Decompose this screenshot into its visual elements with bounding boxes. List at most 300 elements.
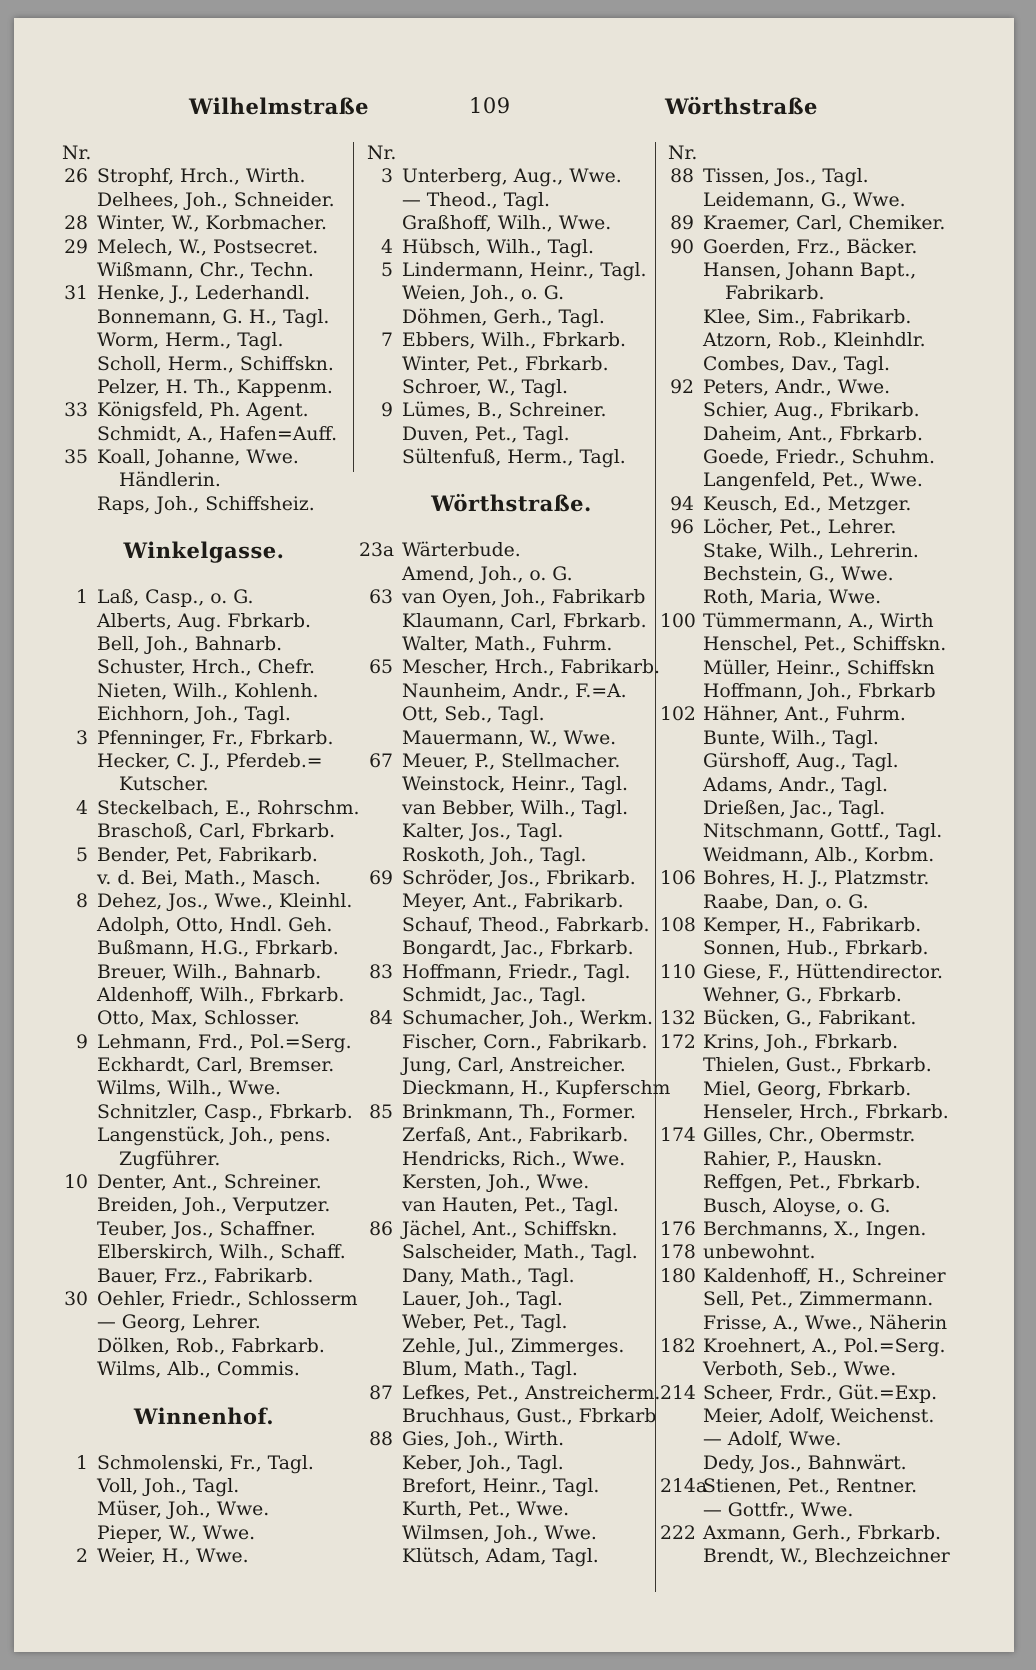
house-number <box>660 984 703 1007</box>
resident-entry <box>660 1101 960 1124</box>
resident-text: Brinkmann, Th., Former. <box>402 1101 637 1123</box>
house-number <box>359 376 402 399</box>
resident-entry <box>660 1031 960 1054</box>
resident-entry <box>54 236 354 259</box>
resident-entry <box>660 750 960 773</box>
house-number: 94 <box>670 493 694 515</box>
resident-entry <box>359 563 664 586</box>
resident-entry <box>359 1335 664 1358</box>
house-number: 31 <box>64 283 88 305</box>
resident-text: Breuer, Wilh., Bahnarb. <box>97 961 322 983</box>
house-number <box>660 399 703 422</box>
resident-entry <box>660 493 960 516</box>
house-number <box>660 1195 703 1218</box>
resident-entry <box>660 1171 960 1194</box>
resident-text: Peters, Andr., Wwe. <box>703 376 891 398</box>
resident-text: Salscheider, Math., Tagl. <box>402 1242 638 1264</box>
house-number <box>660 820 703 843</box>
house-number: 9 <box>381 400 393 422</box>
resident-text: Pieper, W., Wwe. <box>97 1522 256 1544</box>
house-number <box>359 563 402 586</box>
house-number <box>54 1358 97 1381</box>
house-number <box>54 610 97 633</box>
resident-entry <box>660 236 960 259</box>
house-number: 69 <box>369 867 393 889</box>
resident-text: Mauermann, W., Wwe. <box>402 727 617 749</box>
resident-entry <box>660 1148 960 1171</box>
resident-entry <box>359 914 664 937</box>
house-number: 87 <box>369 1382 393 1404</box>
house-number <box>54 306 97 329</box>
resident-text: Denter, Ant., Schreiner. <box>97 1172 322 1194</box>
house-number <box>54 1311 97 1334</box>
house-number <box>359 844 402 867</box>
resident-text: Scheer, Frdr., Güt.=Exp. <box>703 1382 938 1404</box>
house-number <box>359 1288 402 1311</box>
resident-entry <box>54 493 354 516</box>
house-number <box>54 329 97 352</box>
resident-entry <box>660 680 960 703</box>
resident-entry <box>660 1545 960 1568</box>
house-number <box>359 1498 402 1521</box>
resident-text: Kurth, Pet., Wwe. <box>402 1499 570 1521</box>
house-number: 178 <box>660 1242 696 1264</box>
house-number: 7 <box>381 330 393 352</box>
resident-entry <box>359 353 664 376</box>
resident-entry <box>660 1265 960 1288</box>
street-section-heading: Winkelgasse. <box>123 538 285 564</box>
resident-entry <box>54 1007 354 1030</box>
house-number: 5 <box>76 844 88 866</box>
resident-text: Müser, Joh., Wwe. <box>97 1499 270 1521</box>
house-number <box>660 1358 703 1381</box>
house-number <box>660 540 703 563</box>
resident-entry <box>54 984 354 1007</box>
resident-entry <box>660 1335 960 1358</box>
resident-text: Weinstock, Heinr., Tagl. <box>402 774 629 796</box>
house-number <box>660 353 703 376</box>
resident-entry <box>359 844 664 867</box>
house-number <box>359 1194 402 1217</box>
resident-entry <box>359 820 664 843</box>
house-number <box>54 937 97 960</box>
house-number <box>359 1124 402 1147</box>
resident-text: Strophf, Hrch., Wirth. <box>97 166 306 188</box>
resident-entry <box>660 1428 960 1451</box>
resident-text: Zehle, Jul., Zimmerges. <box>402 1335 625 1357</box>
resident-entry <box>54 1265 354 1288</box>
house-number <box>660 1148 703 1171</box>
resident-text: Ebbers, Wilh., Fbrkarb. <box>402 330 626 352</box>
resident-text: Eichhorn, Joh., Tagl. <box>97 704 291 726</box>
house-number: 2 <box>76 1546 88 1568</box>
resident-entry <box>660 1522 960 1545</box>
house-number <box>359 446 402 469</box>
house-number: 108 <box>660 914 696 936</box>
resident-entry <box>660 353 960 376</box>
resident-entry <box>359 656 664 679</box>
resident-text: Sell, Pet., Zimmermann. <box>703 1289 934 1311</box>
house-number <box>359 282 402 305</box>
resident-entry <box>359 1218 664 1241</box>
house-number: 182 <box>660 1335 696 1357</box>
resident-entry <box>54 656 354 679</box>
house-number <box>660 657 703 680</box>
resident-entry <box>54 1077 354 1100</box>
resident-text: Combes, Dav., Tagl. <box>703 353 891 375</box>
resident-entry <box>54 797 360 820</box>
resident-entry <box>54 1241 354 1264</box>
house-number <box>359 890 402 913</box>
house-number <box>660 586 703 609</box>
house-number <box>54 189 97 212</box>
resident-text: Reffgen, Pet., Fbrkarb. <box>703 1172 921 1194</box>
resident-text: Blum, Math., Tagl. <box>402 1359 578 1381</box>
resident-text: Henke, J., Lederhandl. <box>97 283 311 305</box>
resident-text: Zerfaß, Ant., Fabrikarb. <box>402 1125 629 1147</box>
number-column-heading: Nr. <box>668 143 698 164</box>
resident-text: Gies, Joh., Wirth. <box>402 1429 565 1451</box>
resident-text: Hübsch, Wilh., Tagl. <box>402 236 594 258</box>
resident-text: Nitschmann, Gottf., Tagl. <box>703 821 943 843</box>
resident-text: Goerden, Frz., Bäcker. <box>703 236 918 258</box>
resident-entry <box>54 212 354 235</box>
resident-text: Drießen, Jac., Tagl. <box>703 797 886 819</box>
resident-entry <box>359 610 664 633</box>
house-number <box>54 750 97 773</box>
house-number <box>660 306 703 329</box>
resident-text: Klütsch, Adam, Tagl. <box>402 1546 599 1568</box>
resident-entry <box>359 1148 664 1171</box>
resident-entry <box>660 329 960 352</box>
house-number <box>359 1475 402 1498</box>
house-number: 88 <box>670 166 694 188</box>
resident-entry <box>54 446 354 469</box>
house-number: 106 <box>660 868 696 890</box>
resident-entry <box>660 1124 960 1147</box>
resident-text: Walter, Math., Fuhrm. <box>402 634 613 656</box>
resident-entry <box>54 633 354 656</box>
resident-entry <box>660 306 960 329</box>
resident-entry <box>54 399 354 422</box>
resident-text: Thielen, Gust., Fbrkarb. <box>703 1055 932 1077</box>
house-number <box>359 680 402 703</box>
resident-entry <box>660 1078 960 1101</box>
resident-entry <box>54 1358 354 1381</box>
resident-entry <box>660 212 960 235</box>
resident-entry <box>54 1218 354 1241</box>
resident-text: Hecker, C. J., Pferdeb.= <box>97 750 323 772</box>
resident-entry <box>359 750 664 773</box>
resident-text: Hendricks, Rich., Wwe. <box>402 1148 626 1170</box>
house-number <box>660 1101 703 1124</box>
resident-text: Rahier, P., Hauskn. <box>703 1148 883 1170</box>
resident-text: Döhmen, Gerh., Tagl. <box>402 306 605 328</box>
resident-text: Brendt, W., Blechzeichner <box>703 1546 950 1568</box>
resident-entry <box>54 1101 354 1124</box>
resident-entry <box>359 1007 664 1030</box>
house-number: 110 <box>660 961 696 983</box>
resident-entry <box>54 703 354 726</box>
resident-entry <box>54 586 354 609</box>
resident-entry <box>54 259 354 282</box>
resident-entry <box>54 844 354 867</box>
resident-entry <box>359 539 664 562</box>
house-number: 90 <box>670 236 694 258</box>
resident-text: Jung, Carl, Anstreicher. <box>402 1055 626 1077</box>
street-section-heading: Wörthstraße. <box>431 491 592 517</box>
resident-text: Dölken, Rob., Fabrkarb. <box>97 1335 325 1357</box>
resident-entry <box>54 937 354 960</box>
resident-text: Goede, Friedr., Schuhm. <box>703 447 935 469</box>
resident-entry <box>660 797 960 820</box>
house-number: 1 <box>76 1452 88 1474</box>
resident-entry <box>359 212 664 235</box>
resident-text: van Hauten, Pet., Tagl. <box>402 1195 619 1217</box>
house-number <box>54 1007 97 1030</box>
house-number <box>359 773 402 796</box>
house-number <box>54 984 97 1007</box>
resident-entry <box>359 867 664 890</box>
resident-text: Schnitzler, Casp., Fbrkarb. <box>97 1101 353 1123</box>
resident-entry <box>359 1358 664 1381</box>
house-number <box>359 703 402 726</box>
resident-text: Raabe, Dan, o. G. <box>703 891 869 913</box>
house-number <box>359 189 402 212</box>
house-number: 63 <box>369 587 393 609</box>
resident-text: Weidmann, Alb., Korbm. <box>703 844 935 866</box>
house-number: 29 <box>64 236 88 258</box>
running-header-right: Wörthstraße <box>665 94 818 119</box>
house-number <box>54 469 97 492</box>
house-number: 8 <box>76 891 88 913</box>
resident-entry <box>359 236 664 259</box>
resident-text: Bohres, H. J., Platzmstr. <box>703 868 930 890</box>
resident-text: Bunte, Wilh., Tagl. <box>703 727 879 749</box>
resident-text: Giese, F., Hüttendirector. <box>703 961 943 983</box>
resident-entry <box>54 189 354 212</box>
resident-entry <box>54 914 354 937</box>
resident-text: Meyer, Ant., Fabrikarb. <box>402 891 624 913</box>
house-number <box>660 423 703 446</box>
house-number <box>54 867 97 890</box>
entry-continuation: Fabrikarb. <box>725 283 825 305</box>
resident-text: Keusch, Ed., Metzger. <box>703 493 912 515</box>
resident-text: Otto, Max, Schlosser. <box>97 1008 300 1030</box>
running-header-left: Wilhelmstraße <box>189 94 370 119</box>
resident-text: Langenfeld, Pet., Wwe. <box>703 470 923 492</box>
house-number <box>359 820 402 843</box>
house-number <box>54 1101 97 1124</box>
resident-text: Bücken, G., Fabrikant. <box>703 1008 917 1030</box>
house-number: 176 <box>660 1218 696 1240</box>
resident-text: Oehler, Friedr., Schlosserm <box>97 1288 358 1310</box>
house-number: 9 <box>76 1031 88 1053</box>
resident-text: Frisse, A., Wwe., Näherin <box>703 1312 948 1334</box>
resident-entry <box>660 610 960 633</box>
resident-text: Raps, Joh., Schiffsheiz. <box>97 493 315 515</box>
resident-entry <box>660 446 960 469</box>
resident-text: Dehez, Jos., Wwe., Kleinhl. <box>97 891 353 913</box>
resident-text: Müller, Heinr., Schiffskn <box>703 657 935 679</box>
resident-text: Miel, Georg, Fbrkarb. <box>703 1078 912 1100</box>
resident-entry <box>660 984 960 1007</box>
resident-text: Schröder, Jos., Fbrikarb. <box>402 867 636 889</box>
resident-text: Weber, Pet., Tagl. <box>402 1312 568 1334</box>
resident-entry <box>359 1288 664 1311</box>
house-number <box>660 1054 703 1077</box>
resident-entry <box>54 1171 354 1194</box>
resident-entry <box>359 1171 664 1194</box>
resident-entry <box>660 937 960 960</box>
resident-text: van Oyen, Joh., Fabrikarb <box>402 587 646 609</box>
resident-text: Axmann, Gerh., Fbrkarb. <box>703 1523 941 1545</box>
resident-text: Bender, Pet, Fabrikarb. <box>97 844 318 866</box>
resident-entry <box>359 423 664 446</box>
house-number: 5 <box>381 259 393 281</box>
house-number <box>359 1265 402 1288</box>
resident-text: Graßhoff, Wilh., Wwe. <box>402 213 612 235</box>
resident-text: — Georg, Lehrer. <box>97 1312 261 1334</box>
resident-text: Unterberg, Aug., Wwe. <box>402 166 622 188</box>
house-number <box>660 1499 703 1522</box>
house-number: 3 <box>76 727 88 749</box>
resident-text: Henschel, Pet., Schiffskn. <box>703 634 947 656</box>
resident-text: Breiden, Joh., Verputzer. <box>97 1195 331 1217</box>
house-number <box>359 984 402 1007</box>
resident-text: Bongardt, Jac., Fbrkarb. <box>402 938 634 960</box>
house-number <box>54 1194 97 1217</box>
entry-continuation: Händlerin. <box>119 470 221 492</box>
resident-text: Tissen, Jos., Tagl. <box>703 166 869 188</box>
resident-text: Bruchhaus, Gust., Fbrkarb <box>402 1405 657 1427</box>
resident-text: Wilms, Wilh., Wwe. <box>97 1078 281 1100</box>
resident-text: Kaldenhoff, H., Schreiner <box>703 1265 946 1287</box>
resident-text: Daheim, Ant., Fbrkarb. <box>703 423 923 445</box>
resident-entry <box>359 1241 664 1264</box>
resident-text: v. d. Bei, Math., Masch. <box>97 867 321 889</box>
directory-page <box>14 18 1014 1652</box>
resident-entry <box>54 1522 354 1545</box>
resident-entry <box>660 423 960 446</box>
resident-text: Dany, Math., Tagl. <box>402 1265 575 1287</box>
house-number <box>359 1452 402 1475</box>
resident-entry <box>660 1054 960 1077</box>
resident-text: Eckhardt, Carl, Bremser. <box>97 1055 335 1077</box>
house-number <box>359 1545 402 1568</box>
resident-text: van Bebber, Wilh., Tagl. <box>402 797 629 819</box>
resident-entry <box>359 446 664 469</box>
house-number <box>660 259 703 282</box>
resident-entry <box>660 891 960 914</box>
resident-entry <box>359 773 664 796</box>
resident-text: Adolph, Otto, Hndl. Geh. <box>97 914 333 936</box>
house-number: 214 <box>660 1382 696 1404</box>
resident-entry <box>660 165 960 188</box>
resident-text: Stake, Wilh., Lehrerin. <box>703 540 919 562</box>
house-number <box>359 1241 402 1264</box>
resident-entry <box>54 1335 354 1358</box>
resident-text: unbewohnt. <box>703 1242 816 1264</box>
resident-text: Hoffmann, Friedr., Tagl. <box>402 961 631 983</box>
resident-text: Elberskirch, Wilh., Schaff. <box>97 1242 346 1264</box>
house-number: 88 <box>369 1429 393 1451</box>
resident-entry <box>359 1452 664 1475</box>
resident-entry <box>54 1031 354 1054</box>
house-number <box>660 937 703 960</box>
resident-entry <box>359 282 664 305</box>
resident-entry <box>359 633 664 656</box>
resident-entry <box>359 1405 664 1428</box>
resident-entry <box>660 1241 960 1264</box>
resident-entry <box>359 1428 664 1451</box>
entry-continuation: Zugführer. <box>119 1148 221 1170</box>
resident-text: Bauer, Frz., Fabrikarb. <box>97 1265 314 1287</box>
house-number <box>359 633 402 656</box>
resident-text: Wärterbude. <box>402 540 521 562</box>
resident-entry <box>660 1312 960 1335</box>
resident-entry <box>359 1475 664 1498</box>
resident-entry <box>359 984 664 1007</box>
house-number <box>660 1288 703 1311</box>
house-number: 222 <box>660 1523 696 1545</box>
resident-text: Dedy, Jos., Bahnwärt. <box>703 1452 907 1474</box>
resident-entry <box>54 376 354 399</box>
house-number <box>359 353 402 376</box>
resident-entry <box>660 1358 960 1381</box>
resident-entry <box>660 774 960 797</box>
house-number <box>660 727 703 750</box>
resident-text: Krins, Joh., Fbrkarb. <box>703 1031 899 1053</box>
house-number <box>359 797 402 820</box>
resident-text: Kemper, H., Fabrikarb. <box>703 914 922 936</box>
number-column-heading: Nr. <box>367 143 397 164</box>
resident-entry <box>660 282 960 305</box>
resident-text: Steckelbach, E., Rohrschm. <box>97 797 360 819</box>
resident-entry <box>660 586 960 609</box>
house-number <box>359 727 402 750</box>
house-number: 1 <box>76 587 88 609</box>
resident-text: Amend, Joh., o. G. <box>402 563 573 585</box>
page-number: 109 <box>469 94 511 118</box>
resident-entry <box>359 399 664 422</box>
resident-text: Melech, W., Postsecret. <box>97 236 319 258</box>
resident-entry <box>359 727 664 750</box>
house-number <box>54 353 97 376</box>
resident-entry <box>660 1475 960 1498</box>
house-number: 26 <box>64 166 88 188</box>
resident-text: Schmidt, A., Hafen=Auff. <box>97 423 338 445</box>
resident-text: Hoffmann, Joh., Fbrkarb <box>703 680 936 702</box>
resident-text: Scholl, Herm., Schiffskn. <box>97 353 334 375</box>
house-number <box>660 750 703 773</box>
house-number <box>359 914 402 937</box>
resident-text: Weier, H., Wwe. <box>97 1546 249 1568</box>
resident-entry <box>359 189 664 212</box>
house-number <box>54 703 97 726</box>
resident-text: Bell, Joh., Bahnarb. <box>97 634 283 656</box>
resident-entry <box>359 1031 664 1054</box>
house-number <box>660 1078 703 1101</box>
resident-entry <box>660 563 960 586</box>
resident-text: Schuster, Hrch., Chefr. <box>97 657 316 679</box>
resident-text: Dieckmann, H., Kupferschm <box>402 1078 671 1100</box>
resident-entry <box>660 376 960 399</box>
resident-entry <box>54 610 354 633</box>
resident-entry <box>660 399 960 422</box>
resident-text: Klaumann, Carl, Fbrkarb. <box>402 610 647 632</box>
house-number: 30 <box>64 1288 88 1310</box>
